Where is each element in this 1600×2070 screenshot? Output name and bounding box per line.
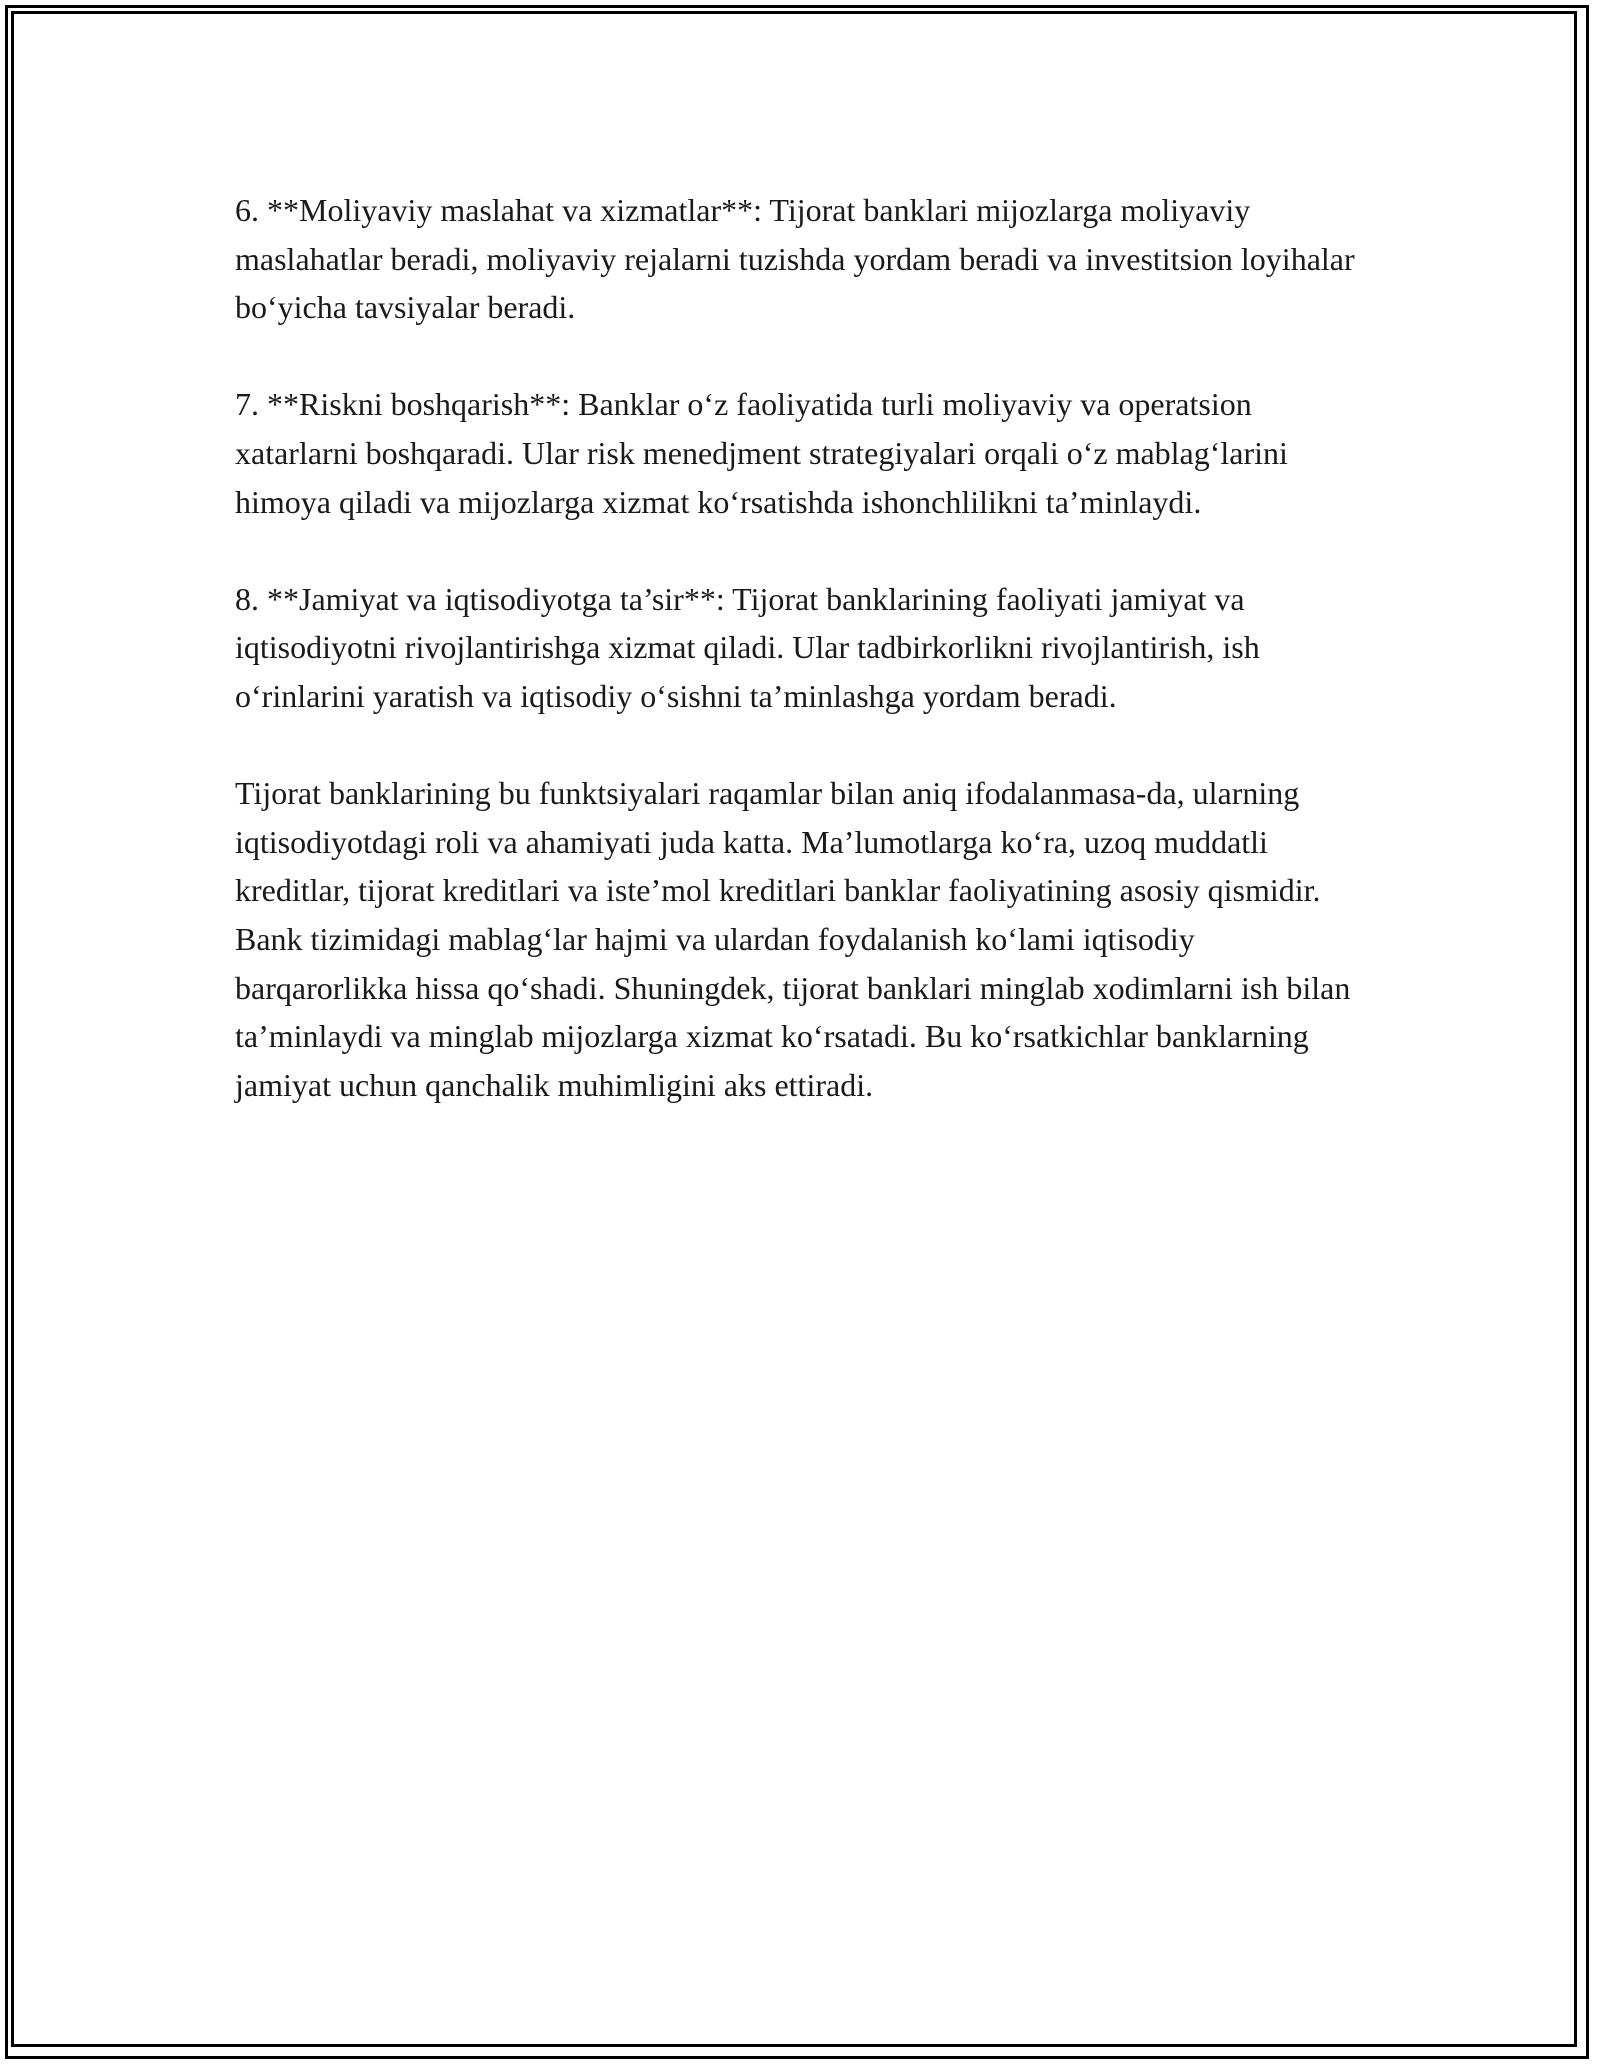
paragraph-risk-management: 7. **Riskni boshqarish**: Banklar o‘z faoliyatida turli moliyaviy va operatsion xatarlarni boshqaradi. Ular risk menedjment strategiyalari orqali o‘z mablag‘larini himoya qiladi va mijozlarga xizmat ko‘rsatishda ishonchlilikni ta’minlaydi. bbox=[235, 386, 1288, 520]
document-body bbox=[235, 186, 1375, 1158]
paragraph-society-economy-impact: 8. **Jamiyat va iqtisodiyotga ta’sir**: Tijorat banklarining faoliyati jamiyat va iqtisodiyotni rivojlantirishga xizmat qiladi. Ular tadbirkorlikni rivojlantirish, ish o‘rinlarini yaratish va iqtisodiy o‘sishni ta’minlashga yordam beradi. bbox=[235, 580, 1260, 714]
paragraph-summary: Tijorat banklarining bu funktsiyalari raqamlar bilan aniq ifodalanmasa-da, ularning iqtisodiyotdagi roli va ahamiyati juda katta. Ma’lumotlarga ko‘ra, uzoq muddatli kreditlar, tijorat kreditlari va iste’mol kreditlari banklar faoliyatining asosiy qismidir. Bank tizimidagi mablag‘lar hajmi va ulardan foydalanish ko‘lami iqtisodiy barqarorlikka hissa qo‘shadi. Shuningdek, tijorat banklari minglab xodimlarni ish bilan ta’minlaydi va minglab mijozlarga xizmat ko‘rsatadi. Bu ko‘rsatkichlar banklarning jamiyat uchun qanchalik muhimligini aks ettiradi. bbox=[235, 775, 1351, 1103]
paragraph-financial-advice: 6. **Moliyaviy maslahat va xizmatlar**: Tijorat banklari mijozlarga moliyaviy maslahatlar beradi, moliyaviy rejalarni tuzishda yordam beradi va investitsion loyihalar bo‘yicha tavsiyalar beradi. bbox=[235, 192, 1355, 326]
